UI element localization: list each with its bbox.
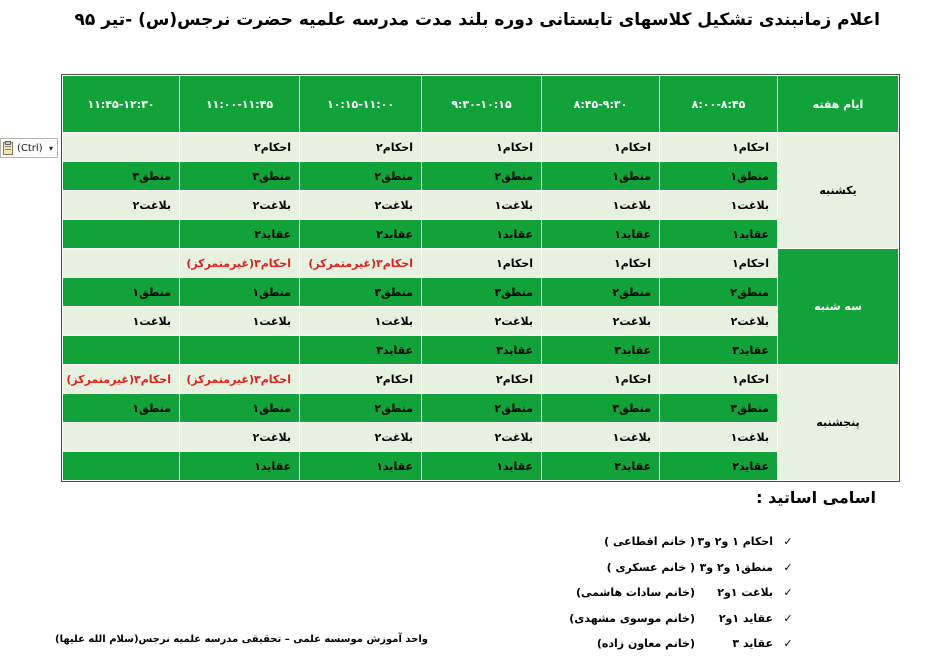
paste-options-button[interactable] [0,138,58,158]
schedule-table [62,75,899,481]
schedule-cell: احکام۱ [542,249,660,278]
schedule-cell: بلاغت۱ [660,423,778,452]
time-slot-header: ۸:۰۰-۸:۴۵ [660,76,778,133]
schedule-cell: منطق۲ [300,394,422,423]
teacher-subject: احکام ۱ و۲ و۳ [697,535,773,548]
table-row [63,249,899,278]
schedule-cell: عقاید۱ [422,220,542,249]
schedule-cell [63,452,180,481]
schedule-cell: عقاید۲ [660,452,778,481]
schedule-cell: منطق۱ [63,278,180,307]
schedule-cell: بلاغت۱ [300,307,422,336]
dropdown-arrow-icon: ▾ [49,144,54,153]
teacher-name: (خانم سادات هاشمی) [575,586,695,599]
schedule-cell: بلاغت۲ [660,307,778,336]
schedule-cell: بلاغت۲ [63,191,180,220]
schedule-cell: بلاغت۱ [63,307,180,336]
checkmark-icon: ✓ [783,586,793,599]
schedule-cell [180,336,300,365]
schedule-cell: احکام۱ [542,133,660,162]
schedule-cell: منطق۳ [180,162,300,191]
teacher-name: ( خانم اقطاعی ) [604,535,695,548]
schedule-cell: احکام۱ [660,249,778,278]
checkmark-icon: ✓ [783,561,793,574]
schedule-cell: منطق۱ [660,162,778,191]
schedule-cell: عقاید۳ [542,336,660,365]
time-slot-header: ۹:۳۰-۱۰:۱۵ [422,76,542,133]
schedule-cell: احکام۳(غیرمتمرکز) [180,249,300,278]
schedule-cell: عقاید۱ [542,220,660,249]
schedule-cell: بلاغت۱ [180,307,300,336]
schedule-cell: عقاید۳ [300,336,422,365]
list-item [540,561,795,579]
weekday-header: ایام هفته [778,76,899,133]
schedule-cell: منطق۳ [542,394,660,423]
schedule-cell: بلاغت۲ [300,423,422,452]
schedule-cell [63,336,180,365]
schedule-cell: منطق۱ [63,394,180,423]
schedule-cell: عقاید۱ [180,452,300,481]
clipboard-icon [3,141,13,155]
list-item [540,637,795,655]
schedule-cell: بلاغت۲ [180,423,300,452]
table-row [63,162,899,191]
schedule-cell: عقاید۳ [422,336,542,365]
table-row [63,365,899,394]
schedule-cell: منطق۳ [660,394,778,423]
schedule-cell [63,249,180,278]
schedule-cell: احکام۲ [180,133,300,162]
schedule-cell [63,423,180,452]
schedule-cell: احکام۱ [542,365,660,394]
schedule-cell [63,220,180,249]
teacher-name: ( خانم عسکری ) [606,561,695,574]
schedule-cell: احکام۲ [422,365,542,394]
schedule-cell: بلاغت۱ [422,191,542,220]
schedule-cell: منطق۲ [542,278,660,307]
table-row [63,336,899,365]
schedule-cell: بلاغت۱ [542,423,660,452]
schedule-cell: منطق۳ [422,278,542,307]
day-label: سه شنبه [778,249,899,365]
schedule-cell: احکام۱ [660,133,778,162]
schedule-cell: بلاغت۲ [300,191,422,220]
schedule-cell: احکام۳(غیرمتمرکز) [63,365,180,394]
schedule-cell: بلاغت۲ [422,423,542,452]
schedule-header-row [63,76,899,133]
schedule-cell: بلاغت۲ [180,191,300,220]
time-slot-header: ۱۱:۰۰-۱۱:۴۵ [180,76,300,133]
schedule-cell: عقاید۲ [542,452,660,481]
teacher-subject: بلاغت ۱و۲ [717,586,773,599]
checkmark-icon: ✓ [783,612,793,625]
schedule-cell: عقاید۱ [660,220,778,249]
checkmark-icon: ✓ [783,535,793,548]
schedule-cell: احکام۱ [422,249,542,278]
schedule-cell: بلاغت۱ [542,191,660,220]
teachers-title: اسامی اساتید : [756,488,876,507]
paste-options-label: (Ctrl) [17,143,43,154]
day-label: یکشنبه [778,133,899,249]
list-item [540,586,795,604]
time-slot-header: ۸:۴۵-۹:۳۰ [542,76,660,133]
teacher-subject: عقاید ۳ [732,637,773,650]
schedule-cell: احکام۱ [660,365,778,394]
schedule-cell: بلاغت۲ [422,307,542,336]
table-row [63,452,899,481]
schedule-cell: منطق۲ [660,278,778,307]
schedule-cell: منطق۱ [542,162,660,191]
list-item [540,535,795,553]
schedule-cell: عقاید۲ [300,220,422,249]
schedule-cell: منطق۱ [180,278,300,307]
schedule-cell: عقاید۱ [300,452,422,481]
table-row [63,394,899,423]
table-row [63,133,899,162]
teacher-name: (خانم معاون زاده) [596,637,695,650]
schedule-cell: منطق۳ [300,278,422,307]
schedule-cell: عقاید۱ [422,452,542,481]
schedule-cell: عقاید۳ [660,336,778,365]
schedule-cell: احکام۲ [300,133,422,162]
schedule-cell: احکام۳(غیرمتمرکز) [300,249,422,278]
schedule-cell: احکام۱ [422,133,542,162]
time-slot-header: ۱۱:۴۵-۱۲:۳۰ [63,76,180,133]
teacher-subject: منطق۱ و۲ و۳ [699,561,773,574]
teacher-name: (خانم موسوی مشهدی) [569,612,695,625]
day-label: پنجشنبه [778,365,899,481]
schedule-cell: احکام۲ [300,365,422,394]
teacher-subject: عقاید ۱و۲ [718,612,773,625]
schedule-cell: بلاغت۱ [660,191,778,220]
time-slot-header: ۱۰:۱۵-۱۱:۰۰ [300,76,422,133]
schedule-cell: بلاغت۲ [542,307,660,336]
schedule-cell [63,133,180,162]
table-row [63,423,899,452]
table-row [63,278,899,307]
footer-text: واحد آموزش موسسه علمی – تحقیقی مدرسه علمیه نرجس(سلام الله علیها) [55,634,428,645]
schedule-cell: عقاید۲ [180,220,300,249]
page-title: اعلام زمانبندی تشکیل کلاسهای تابستانی دوره بلند مدت مدرسه علمیه حضرت نرجس(س) -تیر ۹۵ [74,10,880,30]
schedule-cell: منطق۱ [180,394,300,423]
checkmark-icon: ✓ [783,637,793,650]
schedule-cell: احکام۳(غیرمتمرکز) [180,365,300,394]
table-row [63,191,899,220]
table-row [63,220,899,249]
list-item [540,612,795,630]
schedule-cell: منطق۲ [422,394,542,423]
schedule-cell: منطق۲ [300,162,422,191]
table-row [63,307,899,336]
schedule-cell: منطق۳ [63,162,180,191]
schedule-cell: منطق۲ [422,162,542,191]
